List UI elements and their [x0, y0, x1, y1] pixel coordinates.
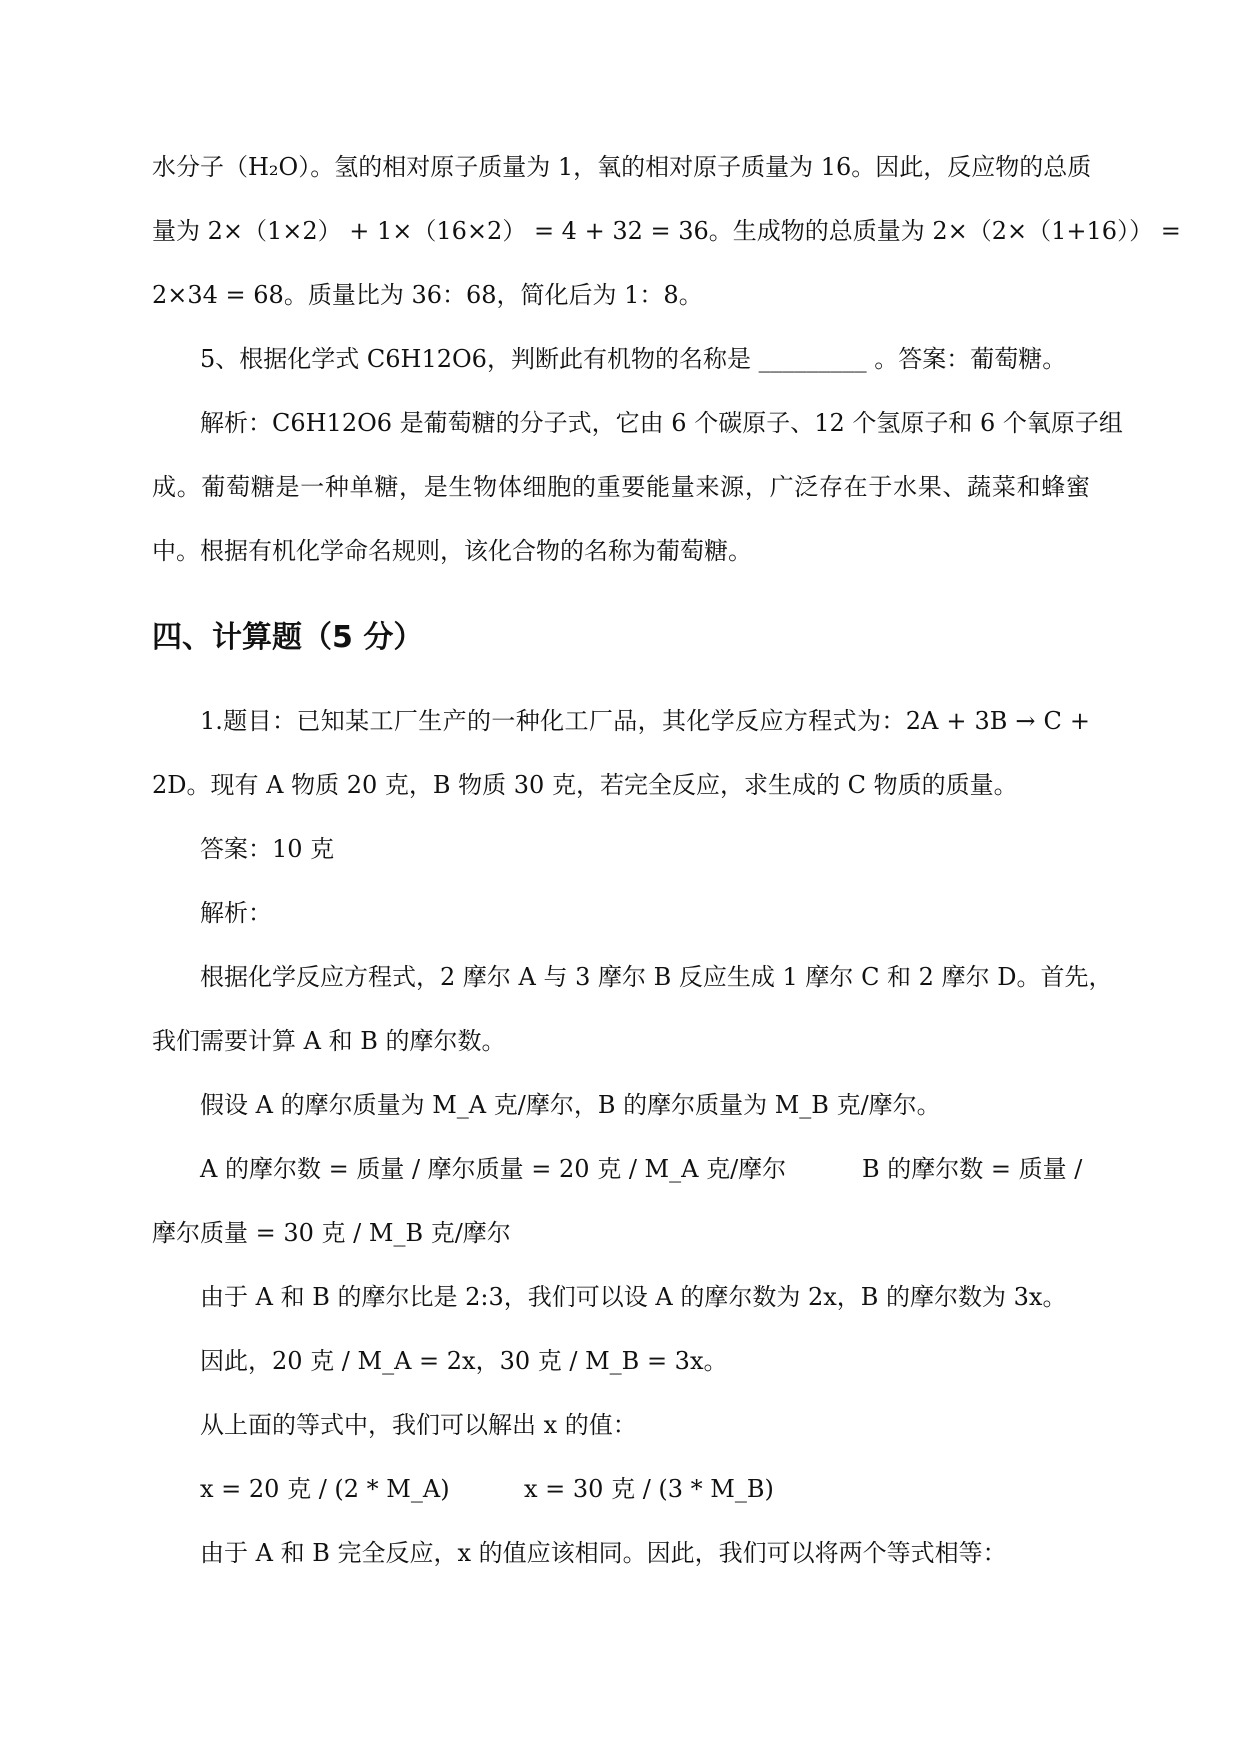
paragraph-line: 2×34 = 68。质量比为 36：68，简化后为 1：8。 — [152, 281, 703, 309]
analysis-label: 解析： — [200, 899, 272, 927]
paragraph-line: 我们需要计算 A 和 B 的摩尔数。 — [152, 1027, 506, 1055]
paragraph-line: 解析：C6H12O6 是葡萄糖的分子式，它由 6 个碳原子、12 个氢原子和 6 个氧原子组 — [200, 409, 1123, 437]
equation-x-b: x = 30 克 / (3 * M_B) — [524, 1475, 774, 1503]
formula-b-moles-cont: 摩尔质量 = 30 克 / M_B 克/摩尔 — [152, 1219, 511, 1247]
paragraph-line: 中。根据有机化学命名规则，该化合物的名称为葡萄糖。 — [152, 537, 752, 565]
paragraph-line: 量为 2×（1×2） + 1×（16×2） = 4 + 32 = 36。生成物的总质量为 2×（2×（1+16）） = — [152, 217, 1181, 245]
paragraph-line: 根据化学反应方程式，2 摩尔 A 与 3 摩尔 B 反应生成 1 摩尔 C 和 2 摩尔 D。首先， — [200, 963, 1113, 991]
formula-b-moles: B 的摩尔数 = 质量 / — [862, 1155, 1083, 1183]
paragraph-line: 由于 A 和 B 完全反应，x 的值应该相同。因此，我们可以将两个等式相等： — [200, 1539, 1007, 1567]
paragraph-line: 因此，20 克 / M_A = 2x，30 克 / M_B = 3x。 — [200, 1347, 728, 1375]
paragraph-line: 水分子（H₂O）。氢的相对原子质量为 1，氧的相对原子质量为 16。因此，反应物的总质 — [152, 153, 1092, 181]
paragraph-line: 成。葡萄糖是一种单糖，是生物体细胞的重要能量来源，广泛存在于水果、蔬菜和蜂蜜 — [152, 473, 1090, 501]
paragraph-line: 假设 A 的摩尔质量为 M_A 克/摩尔，B 的摩尔质量为 M_B 克/摩尔。 — [200, 1091, 941, 1119]
problem-statement: 1.题目：已知某工厂生产的一种化工厂品，其化学反应方程式为：2A + 3B → C + — [200, 707, 1090, 735]
paragraph-line: 由于 A 和 B 的摩尔比是 2:3，我们可以设 A 的摩尔数为 2x，B 的摩尔数为 3x。 — [200, 1283, 1067, 1311]
section-heading: 四、计算题（5 分） — [152, 620, 424, 655]
question-5: 5、根据化学式 C6H12O6，判断此有机物的名称是 _________ 。答案：葡萄糖。 — [200, 345, 1067, 373]
paragraph-line: 从上面的等式中，我们可以解出 x 的值： — [200, 1411, 637, 1439]
answer-line: 答案：10 克 — [200, 835, 335, 863]
equation-x-a: x = 20 克 / (2 * M_A) — [200, 1475, 450, 1503]
problem-statement: 2D。现有 A 物质 20 克，B 物质 30 克，若完全反应，求生成的 C 物质的质量。 — [152, 771, 1018, 799]
formula-a-moles: A 的摩尔数 = 质量 / 摩尔质量 = 20 克 / M_A 克/摩尔 — [200, 1155, 787, 1183]
